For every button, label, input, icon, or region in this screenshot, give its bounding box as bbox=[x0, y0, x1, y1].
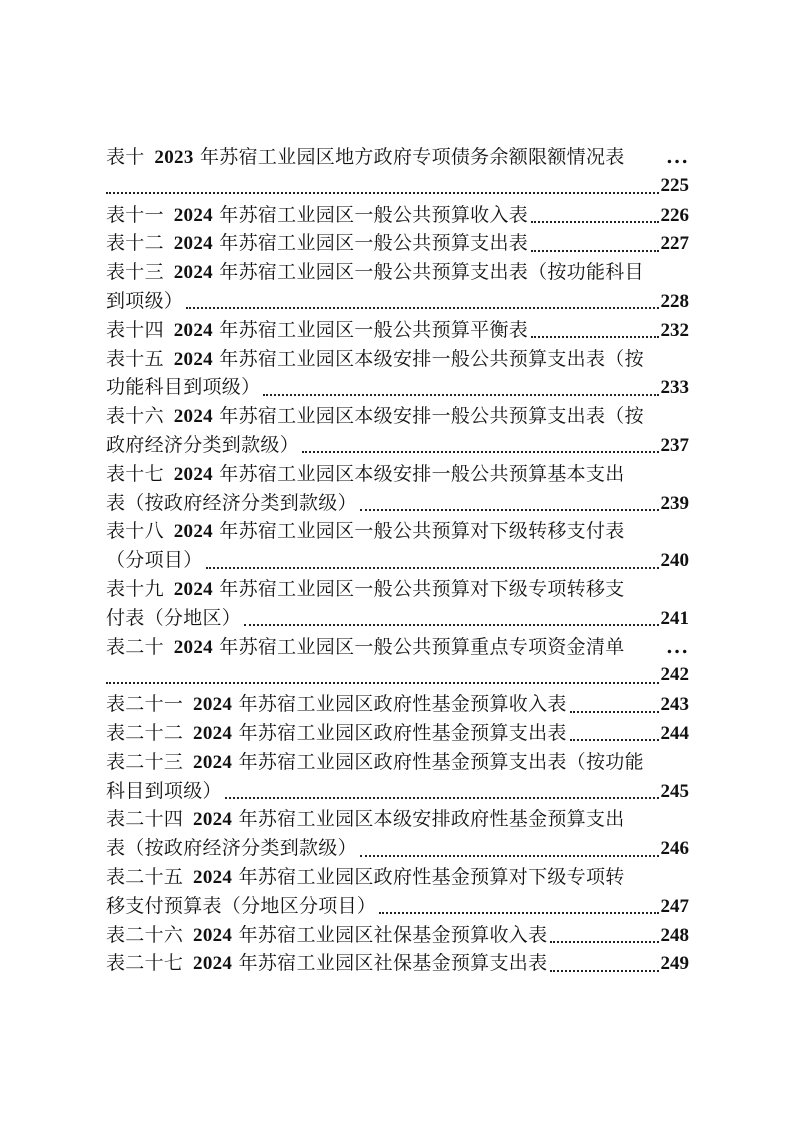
toc-entry-title-continued: 功能科目到项级） bbox=[106, 376, 261, 399]
toc-entry-prefix: 表二十 bbox=[106, 635, 164, 658]
toc-entry-title-text: 年苏宿工业园区地方政府专项债务余额限额情况表 bbox=[199, 146, 625, 168]
toc-entry-title bbox=[106, 229, 528, 258]
toc-entry-title-continued: 表（按政府经济分类到款级） bbox=[106, 491, 357, 514]
toc-entry-title-text: 年苏宿工业园区政府性基金预算对下级专项转 bbox=[238, 865, 625, 888]
toc-entry-title-text: 年苏宿工业园区一般公共预算重点专项资金清单 bbox=[219, 635, 625, 658]
toc-entry-title bbox=[106, 402, 644, 431]
toc-entry-title bbox=[106, 805, 625, 834]
toc-entry-year: 2024 bbox=[193, 924, 233, 946]
toc-entry-year: 2024 bbox=[193, 751, 233, 773]
toc-entry-title bbox=[106, 316, 528, 345]
toc-entry-title-continued: 政府经济分类到款级） bbox=[106, 433, 300, 456]
toc-entry-title-continued: （分项目） bbox=[106, 549, 203, 572]
toc-entry-title bbox=[106, 201, 528, 230]
toc-entry[interactable] bbox=[106, 229, 689, 258]
toc-entry-title-text: 年苏宿工业园区本级安排一般公共预算支出表（按 bbox=[219, 405, 644, 428]
toc-entry-page: 226 bbox=[660, 204, 689, 226]
toc-entry[interactable] bbox=[106, 633, 689, 691]
toc-entry[interactable] bbox=[106, 143, 689, 201]
toc-entry-page: 248 bbox=[660, 924, 689, 946]
dot-leader bbox=[570, 711, 659, 713]
toc-entry-year: 2024 bbox=[173, 262, 213, 284]
dot-leader bbox=[360, 509, 659, 511]
dot-leader bbox=[379, 912, 658, 914]
toc-entry-title-continued: 表（按政府经济分类到款级） bbox=[106, 837, 357, 860]
toc-entry-title bbox=[106, 143, 625, 172]
toc-entry-title-text: 年苏宿工业园区社保基金预算收入表 bbox=[238, 923, 548, 946]
toc-entry-page: 240 bbox=[660, 550, 689, 572]
toc-entry-title-text: 年苏宿工业园区一般公共预算支出表 bbox=[219, 232, 529, 255]
toc-entry-title-text: 年苏宿工业园区一般公共预算平衡表 bbox=[219, 318, 529, 341]
toc-entry-prefix: 表十四 bbox=[106, 318, 164, 341]
toc-entry-title-text: 年苏宿工业园区一般公共预算对下级转移支付表 bbox=[219, 520, 625, 543]
toc-entry[interactable] bbox=[106, 517, 689, 575]
toc-entry-title bbox=[106, 517, 625, 546]
toc-entry-title-continued: 到项级） bbox=[106, 289, 184, 312]
table-of-contents bbox=[106, 143, 689, 978]
toc-entry-year: 2024 bbox=[173, 636, 213, 658]
toc-entry-title-text: 年苏宿工业园区政府性基金预算支出表（按功能 bbox=[238, 750, 644, 773]
dot-leader bbox=[550, 941, 658, 943]
toc-entry-prefix: 表二十三 bbox=[106, 750, 184, 773]
toc-entry-title-continued: 付表（分地区） bbox=[106, 606, 242, 629]
toc-entry-prefix: 表二十六 bbox=[106, 923, 184, 946]
toc-entry-title bbox=[106, 460, 625, 489]
toc-entry-page: 243 bbox=[660, 694, 689, 716]
toc-entry-page: 225 bbox=[660, 174, 689, 196]
toc-entry-year: 2024 bbox=[173, 521, 213, 543]
dot-leader: ... bbox=[666, 635, 689, 658]
toc-entry-title bbox=[106, 719, 567, 748]
toc-entry-year: 2024 bbox=[173, 348, 213, 370]
toc-entry-title-continued: 移支付预算表（分地区分项目） bbox=[106, 894, 377, 917]
dot-leader bbox=[550, 970, 658, 972]
toc-entry-prefix: 表二十一 bbox=[106, 693, 184, 716]
toc-entry-title bbox=[106, 921, 547, 950]
toc-entry-page: 247 bbox=[660, 895, 689, 917]
toc-entry[interactable] bbox=[106, 402, 689, 460]
toc-entry-page: 239 bbox=[660, 492, 689, 514]
toc-entry-title-text: 年苏宿工业园区政府性基金预算收入表 bbox=[238, 693, 567, 716]
toc-entry-title-text: 年苏宿工业园区政府性基金预算支出表 bbox=[238, 721, 567, 744]
toc-entry-year: 2023 bbox=[154, 147, 194, 168]
toc-entry-title-text: 年苏宿工业园区一般公共预算对下级专项转移支 bbox=[219, 577, 625, 600]
toc-entry-year: 2024 bbox=[173, 204, 213, 226]
toc-entry-prefix: 表二十五 bbox=[106, 865, 184, 888]
toc-entry-prefix: 表十六 bbox=[106, 405, 164, 428]
toc-entry[interactable] bbox=[106, 575, 689, 633]
dot-leader bbox=[106, 192, 659, 194]
toc-entry-prefix: 表十一 bbox=[106, 203, 164, 226]
toc-entry-title-text: 年苏宿工业园区一般公共预算收入表 bbox=[219, 203, 529, 226]
toc-entry-prefix: 表十八 bbox=[106, 520, 164, 543]
toc-entry-title bbox=[106, 258, 644, 287]
toc-entry-page: 232 bbox=[660, 319, 689, 341]
toc-entry-page: 244 bbox=[660, 722, 689, 744]
toc-entry-prefix: 表十五 bbox=[106, 347, 164, 370]
dot-leader bbox=[531, 250, 658, 252]
toc-entry-prefix: 表二十二 bbox=[106, 721, 184, 744]
toc-entry-year: 2024 bbox=[193, 694, 233, 716]
toc-entry-title bbox=[106, 949, 547, 978]
dot-leader bbox=[263, 394, 658, 396]
toc-entry-prefix: 表十九 bbox=[106, 577, 164, 600]
toc-entry-page: 246 bbox=[660, 838, 689, 860]
toc-entry-year: 2024 bbox=[173, 233, 213, 255]
toc-entry-year: 2024 bbox=[193, 722, 233, 744]
dot-leader bbox=[531, 336, 658, 338]
toc-entry[interactable] bbox=[106, 316, 689, 345]
toc-entry-page: 228 bbox=[660, 290, 689, 312]
dot-leader bbox=[225, 797, 659, 799]
toc-entry-year: 2024 bbox=[173, 406, 213, 428]
toc-entry-prefix: 表十 bbox=[106, 146, 145, 168]
toc-entry-page: 241 bbox=[660, 607, 689, 629]
toc-entry-title-text: 年苏宿工业园区本级安排一般公共预算基本支出 bbox=[219, 462, 625, 485]
toc-entry-year: 2024 bbox=[173, 319, 213, 341]
toc-entry-prefix: 表十二 bbox=[106, 232, 164, 255]
toc-entry-page: 233 bbox=[660, 377, 689, 399]
dot-leader bbox=[186, 307, 658, 309]
toc-entry[interactable] bbox=[106, 719, 689, 748]
toc-entry-page: 227 bbox=[660, 233, 689, 255]
toc-entry-title bbox=[106, 633, 625, 662]
toc-entry[interactable] bbox=[106, 863, 689, 921]
toc-entry-title bbox=[106, 575, 625, 604]
toc-entry-title-text: 年苏宿工业园区一般公共预算支出表（按功能科目 bbox=[219, 261, 644, 284]
toc-entry-year: 2024 bbox=[173, 578, 213, 600]
toc-entry[interactable] bbox=[106, 921, 689, 950]
toc-entry-title-text: 年苏宿工业园区本级安排政府性基金预算支出 bbox=[238, 808, 625, 831]
toc-entry[interactable] bbox=[106, 805, 689, 863]
toc-entry[interactable] bbox=[106, 690, 689, 719]
toc-entry-year: 2024 bbox=[173, 463, 213, 485]
dot-leader: ... bbox=[666, 146, 689, 168]
dot-leader bbox=[302, 451, 658, 453]
toc-entry-page: 245 bbox=[660, 780, 689, 802]
toc-entry-page: 249 bbox=[660, 953, 689, 975]
toc-entry-title bbox=[106, 863, 625, 892]
dot-leader bbox=[206, 567, 659, 569]
toc-entry-title bbox=[106, 748, 644, 777]
toc-entry-page: 242 bbox=[660, 664, 689, 686]
toc-entry-title bbox=[106, 345, 644, 374]
toc-entry-year: 2024 bbox=[193, 953, 233, 975]
toc-entry-prefix: 表十三 bbox=[106, 261, 164, 284]
dot-leader bbox=[106, 682, 659, 684]
toc-entry-title-text: 年苏宿工业园区本级安排一般公共预算支出表（按 bbox=[219, 347, 644, 370]
toc-entry-prefix: 表十七 bbox=[106, 462, 164, 485]
dot-leader bbox=[244, 624, 658, 626]
toc-entry[interactable] bbox=[106, 460, 689, 518]
toc-entry-title-text: 年苏宿工业园区社保基金预算支出表 bbox=[238, 952, 548, 975]
toc-entry[interactable] bbox=[106, 949, 689, 978]
toc-entry-year: 2024 bbox=[193, 809, 233, 831]
toc-entry-prefix: 表二十四 bbox=[106, 808, 184, 831]
dot-leader bbox=[531, 221, 658, 223]
toc-entry-year: 2024 bbox=[193, 866, 233, 888]
toc-entry[interactable] bbox=[106, 345, 689, 403]
dot-leader bbox=[360, 855, 659, 857]
toc-entry-title-continued: 科目到项级） bbox=[106, 779, 222, 802]
toc-entry-page: 237 bbox=[660, 434, 689, 456]
toc-entry[interactable] bbox=[106, 258, 689, 316]
toc-entry[interactable] bbox=[106, 201, 689, 230]
toc-entry-title bbox=[106, 690, 567, 719]
toc-entry[interactable] bbox=[106, 748, 689, 806]
toc-entry-prefix: 表二十七 bbox=[106, 952, 184, 975]
dot-leader bbox=[570, 739, 659, 741]
